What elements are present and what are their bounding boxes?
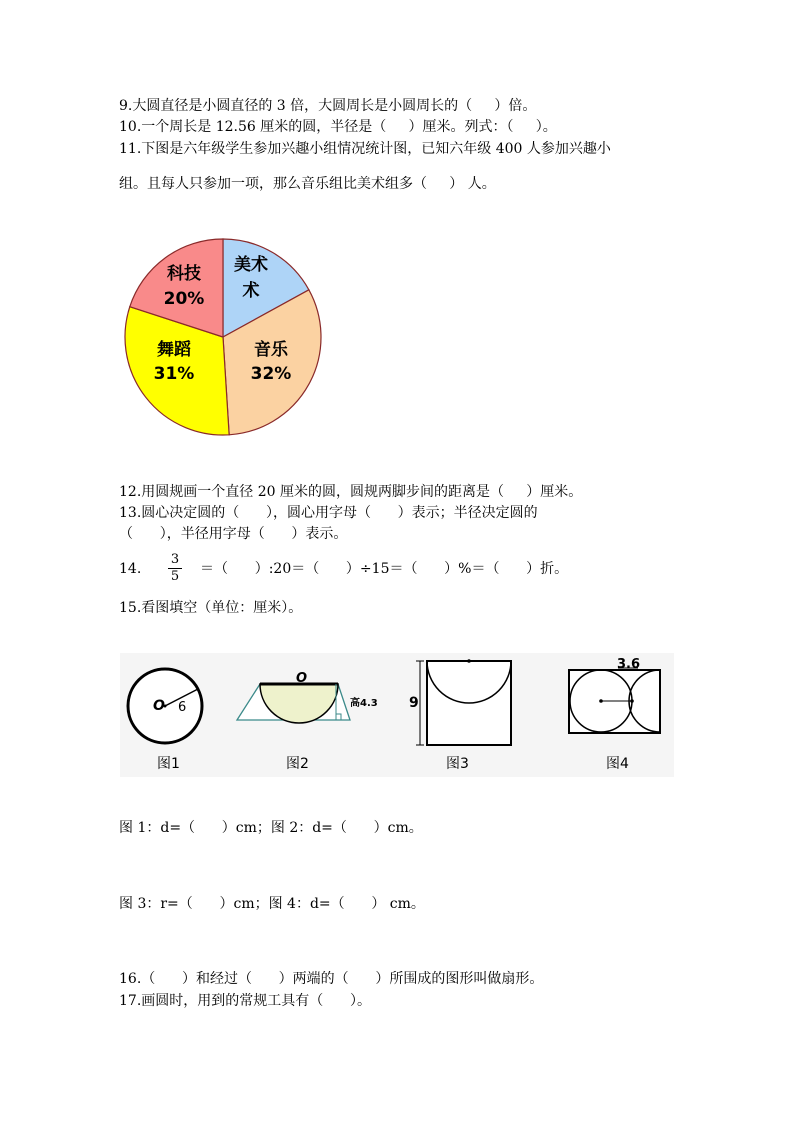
figure-1-circle xyxy=(128,669,202,743)
fig1-radius-label: 6 xyxy=(178,700,187,715)
question-14-equation: ＝（ ）:20＝（ ）÷15＝（ ）%＝（ ）折。 xyxy=(200,561,569,577)
question-13-line2: （ ），半径用字母（ ）表示。 xyxy=(119,526,348,542)
fig3-caption: 图3 xyxy=(446,756,469,772)
figures-panel xyxy=(120,653,674,777)
fraction-numerator: 3 xyxy=(170,552,180,567)
pie-value-tech: 20% xyxy=(163,289,205,309)
interest-group-pie-chart xyxy=(118,232,328,442)
pie-value-music: 32% xyxy=(250,364,292,384)
fig1-center-label: O xyxy=(153,698,165,714)
fraction-denominator: 5 xyxy=(170,569,180,584)
question-17: 17.画圆时，用到的常规工具有（ ）。 xyxy=(119,993,371,1009)
fig1-caption: 图1 xyxy=(157,756,180,772)
question-12: 12.用圆规画一个直径 20 厘米的圆，圆规两脚步间的距离是（ ）厘米。 xyxy=(119,484,583,500)
question-15-answer2: 图 3：r=（ ）cm；图 4：d=（ ） cm。 xyxy=(119,896,425,912)
fig2-height-label: 高4.3 xyxy=(350,698,378,709)
question-11-line2: 组。且每人只参加一项，那么音乐组比美术组多（ ） 人。 xyxy=(119,176,496,192)
question-11-line1: 11.下图是六年级学生参加兴趣小组情况统计图，已知六年级 400 人参加兴趣小 xyxy=(119,141,611,157)
question-16: 16.（ ）和经过（ ）两端的（ ）所围成的图形叫做扇形。 xyxy=(119,971,544,987)
pie-label-tech: 科技 xyxy=(167,264,201,284)
fig4-top-label: 3.6 xyxy=(617,657,641,672)
pie-label-music: 音乐 xyxy=(254,340,288,360)
question-15: 15.看图填空（单位：厘米）。 xyxy=(119,600,303,616)
pie-value-dance: 31% xyxy=(153,364,195,384)
pie-label-art: 美术 xyxy=(234,255,268,275)
question-10: 10.一个周长是 12.56 厘米的圆，半径是（ ）厘米。列式：（ ）。 xyxy=(119,119,557,135)
fig2-top-label: O xyxy=(296,671,308,686)
fig3-side-label: 9 xyxy=(409,695,419,711)
question-14-prefix: 14. xyxy=(119,561,142,577)
pie-label-dance: 舞蹈 xyxy=(157,340,191,360)
question-9: 9.大圆直径是小圆直径的 3 倍，大圆周长是小圆周长的（ ）倍。 xyxy=(119,98,537,114)
fraction-three-fifths xyxy=(168,553,182,584)
pie-label-art-2: 术 xyxy=(242,281,260,301)
fig2-caption: 图2 xyxy=(286,756,309,772)
question-13-line1: 13.圆心决定圆的（ ），圆心用字母（ ）表示；半径决定圆的 xyxy=(119,505,538,521)
question-15-answer1: 图 1：d=（ ）cm；图 2：d=（ ）cm。 xyxy=(119,820,423,836)
fig4-caption: 图4 xyxy=(606,756,629,772)
